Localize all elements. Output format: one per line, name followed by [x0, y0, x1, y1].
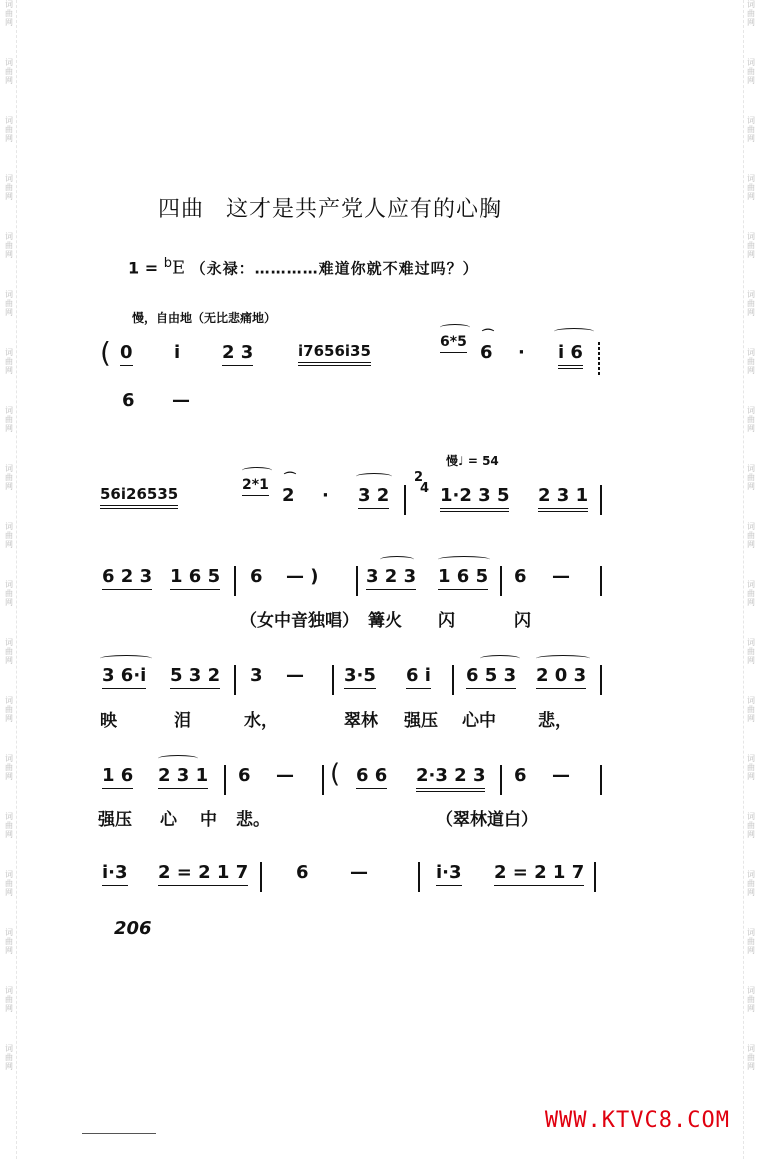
- watermark-text: 词 曲 网: [747, 0, 755, 27]
- barline: [600, 665, 602, 695]
- watermark-text: 词 曲 网: [747, 696, 755, 723]
- key-one: 1 =: [128, 258, 159, 278]
- lyric: 心: [160, 810, 177, 830]
- note: 6 6: [356, 765, 387, 789]
- note: 6: [238, 765, 251, 786]
- tempo-marking-1: 慢，自由地（无比悲痛地）: [132, 311, 277, 325]
- watermark-right: [743, 0, 758, 1159]
- barline: [594, 862, 596, 892]
- time-sig-bottom: 4: [420, 481, 430, 496]
- note: 1·2 3 5: [440, 485, 509, 512]
- slur: [242, 467, 272, 474]
- key-signature: [128, 256, 479, 278]
- watermark-text: 词 曲 网: [747, 812, 755, 839]
- watermark-text: 词 曲 网: [747, 406, 755, 433]
- note-run: i7656i35: [298, 342, 371, 366]
- grace-notes: 6*5: [440, 334, 467, 353]
- watermark-text: 词 曲 网: [747, 58, 755, 85]
- watermark-text: 词 曲 网: [5, 754, 13, 781]
- note: 6: [122, 390, 135, 411]
- barline: [404, 485, 406, 515]
- song-title: [158, 192, 502, 223]
- fermata-icon: ⌒: [482, 328, 495, 342]
- lyric: 映: [100, 711, 117, 731]
- barline: [322, 765, 324, 795]
- note: 3 2: [358, 485, 389, 509]
- page-number: 206: [114, 918, 152, 939]
- note: 3·5: [344, 665, 376, 689]
- watermark-text: 词 曲 网: [5, 696, 13, 723]
- watermark-text: 词 曲 网: [747, 928, 755, 955]
- watermark-text: 词 曲 网: [747, 638, 755, 665]
- note: 6: [250, 566, 263, 587]
- watermark-text: 词 曲 网: [5, 928, 13, 955]
- watermark-text: 词 曲 网: [747, 870, 755, 897]
- tempo-marking-2: 慢♩ = 54: [446, 454, 499, 468]
- watermark-text: 词 曲 网: [5, 174, 13, 201]
- note: i·3: [102, 862, 128, 886]
- note: 6: [480, 342, 493, 363]
- key-flat: b: [163, 256, 172, 271]
- fermata-icon: ⌒: [284, 471, 297, 485]
- slur: [440, 324, 470, 331]
- note: 5 3 2: [170, 665, 220, 689]
- watermark-text: 词 曲 网: [5, 1044, 13, 1071]
- time-signature: [414, 472, 429, 494]
- watermark-text: 词 曲 网: [747, 1044, 755, 1071]
- watermark-text: 词 曲 网: [747, 348, 755, 375]
- barline: [500, 765, 502, 795]
- note: 2: [282, 485, 295, 506]
- dash-paren: — ): [286, 566, 319, 587]
- watermark-left: [2, 0, 17, 1159]
- lyric: （翠林道白）: [436, 810, 538, 830]
- lyric: 强压: [98, 810, 132, 830]
- note: 2 3: [222, 342, 253, 366]
- note: i 6: [558, 342, 583, 369]
- watermark-text: 词 曲 网: [5, 870, 13, 897]
- watermark-text: 词 曲 网: [747, 522, 755, 549]
- note: 0: [120, 342, 133, 366]
- barline: [600, 765, 602, 795]
- note: 2 3 1: [538, 485, 588, 512]
- barline: [224, 765, 226, 795]
- barline: [600, 566, 602, 596]
- dash: —: [172, 390, 190, 411]
- site-watermark: WWW.KTVC8.COM: [544, 1108, 730, 1133]
- barline: [452, 665, 454, 695]
- slur: [536, 655, 590, 662]
- watermark-text: 词 曲 网: [747, 464, 755, 491]
- note: 2 = 2 1 7: [158, 862, 248, 886]
- dash: —: [552, 765, 570, 786]
- dot: ·: [518, 342, 525, 363]
- footer-rule: [82, 1133, 156, 1134]
- note: 2 0 3: [536, 665, 586, 689]
- dashed-barline: [598, 342, 600, 376]
- note: 6: [514, 765, 527, 786]
- note: 2 = 2 1 7: [494, 862, 584, 886]
- watermark-text: 词 曲 网: [747, 580, 755, 607]
- watermark-text: 词 曲 网: [5, 58, 13, 85]
- lyric: 篝火: [368, 611, 402, 631]
- barline: [500, 566, 502, 596]
- watermark-text: 词 曲 网: [5, 580, 13, 607]
- time-sig-top: 2: [414, 470, 424, 485]
- note: 6 5 3: [466, 665, 516, 689]
- paren-open: (: [100, 336, 111, 369]
- note: 3 6·i: [102, 665, 146, 689]
- note: 6: [296, 862, 309, 883]
- lyric: 悲。: [236, 810, 270, 830]
- slur: [380, 556, 414, 563]
- lyric: 闪: [514, 611, 531, 631]
- note: 6: [514, 566, 527, 587]
- watermark-text: 词 曲 网: [5, 522, 13, 549]
- watermark-text: 词 曲 网: [5, 812, 13, 839]
- watermark-text: 词 曲 网: [5, 232, 13, 259]
- watermark-text: 词 曲 网: [747, 986, 755, 1013]
- note: i·3: [436, 862, 462, 886]
- dash: —: [276, 765, 294, 786]
- key-letter: E: [171, 257, 186, 279]
- barline: [600, 485, 602, 515]
- barline: [260, 862, 262, 892]
- watermark-text: 词 曲 网: [5, 464, 13, 491]
- barline: [356, 566, 358, 596]
- note: 3: [250, 665, 263, 686]
- watermark-text: 词 曲 网: [5, 348, 13, 375]
- slur: [438, 556, 490, 563]
- watermark-text: 词 曲 网: [747, 174, 755, 201]
- title-part2: 这才是共产党人应有的心胸: [226, 197, 503, 222]
- note: 2·3 2 3: [416, 765, 485, 792]
- note-run: 56i26535: [100, 485, 178, 509]
- dash: —: [552, 566, 570, 587]
- watermark-text: 词 曲 网: [5, 0, 13, 27]
- slur: [480, 655, 520, 662]
- slur: [158, 755, 198, 762]
- watermark-text: 词 曲 网: [747, 754, 755, 781]
- dash: —: [350, 862, 368, 883]
- watermark-text: 词 曲 网: [5, 638, 13, 665]
- lyric: 中: [200, 810, 217, 830]
- watermark-text: 词 曲 网: [5, 116, 13, 143]
- slur: [356, 473, 392, 480]
- note: 2 3 1: [158, 765, 208, 789]
- lyric: 心中: [462, 711, 496, 731]
- watermark-text: 词 曲 网: [5, 290, 13, 317]
- note: 6 i: [406, 665, 431, 689]
- watermark-text: 词 曲 网: [747, 116, 755, 143]
- slur: [100, 655, 152, 662]
- key-note: （永禄：…………难道你就不难过吗？）: [190, 259, 479, 278]
- slur: [554, 328, 594, 335]
- barline: [234, 566, 236, 596]
- lyric: 泪: [174, 711, 191, 731]
- lyric: 翠林: [344, 711, 378, 731]
- note: 1 6: [102, 765, 133, 789]
- note: 1 6 5: [170, 566, 220, 590]
- note: 1 6 5: [438, 566, 488, 590]
- lyric: （女中音独唱）: [240, 611, 359, 631]
- lyric: 悲，: [538, 711, 572, 731]
- barline: [234, 665, 236, 695]
- note: 6 2 3: [102, 566, 152, 590]
- dash: —: [286, 665, 304, 686]
- dot: ·: [322, 485, 329, 506]
- note: 3 2 3: [366, 566, 416, 590]
- watermark-text: 词 曲 网: [747, 290, 755, 317]
- barline: [332, 665, 334, 695]
- title-part1: 四曲: [158, 197, 205, 222]
- grace-notes: 2*1: [242, 477, 269, 496]
- lyric: 闪: [438, 611, 455, 631]
- paren-open: (: [330, 759, 341, 789]
- barline: [418, 862, 420, 892]
- lyric: 强压: [404, 711, 438, 731]
- lyric: 水，: [244, 711, 278, 731]
- watermark-text: 词 曲 网: [5, 986, 13, 1013]
- note: i: [174, 342, 181, 363]
- watermark-text: 词 曲 网: [747, 232, 755, 259]
- watermark-text: 词 曲 网: [5, 406, 13, 433]
